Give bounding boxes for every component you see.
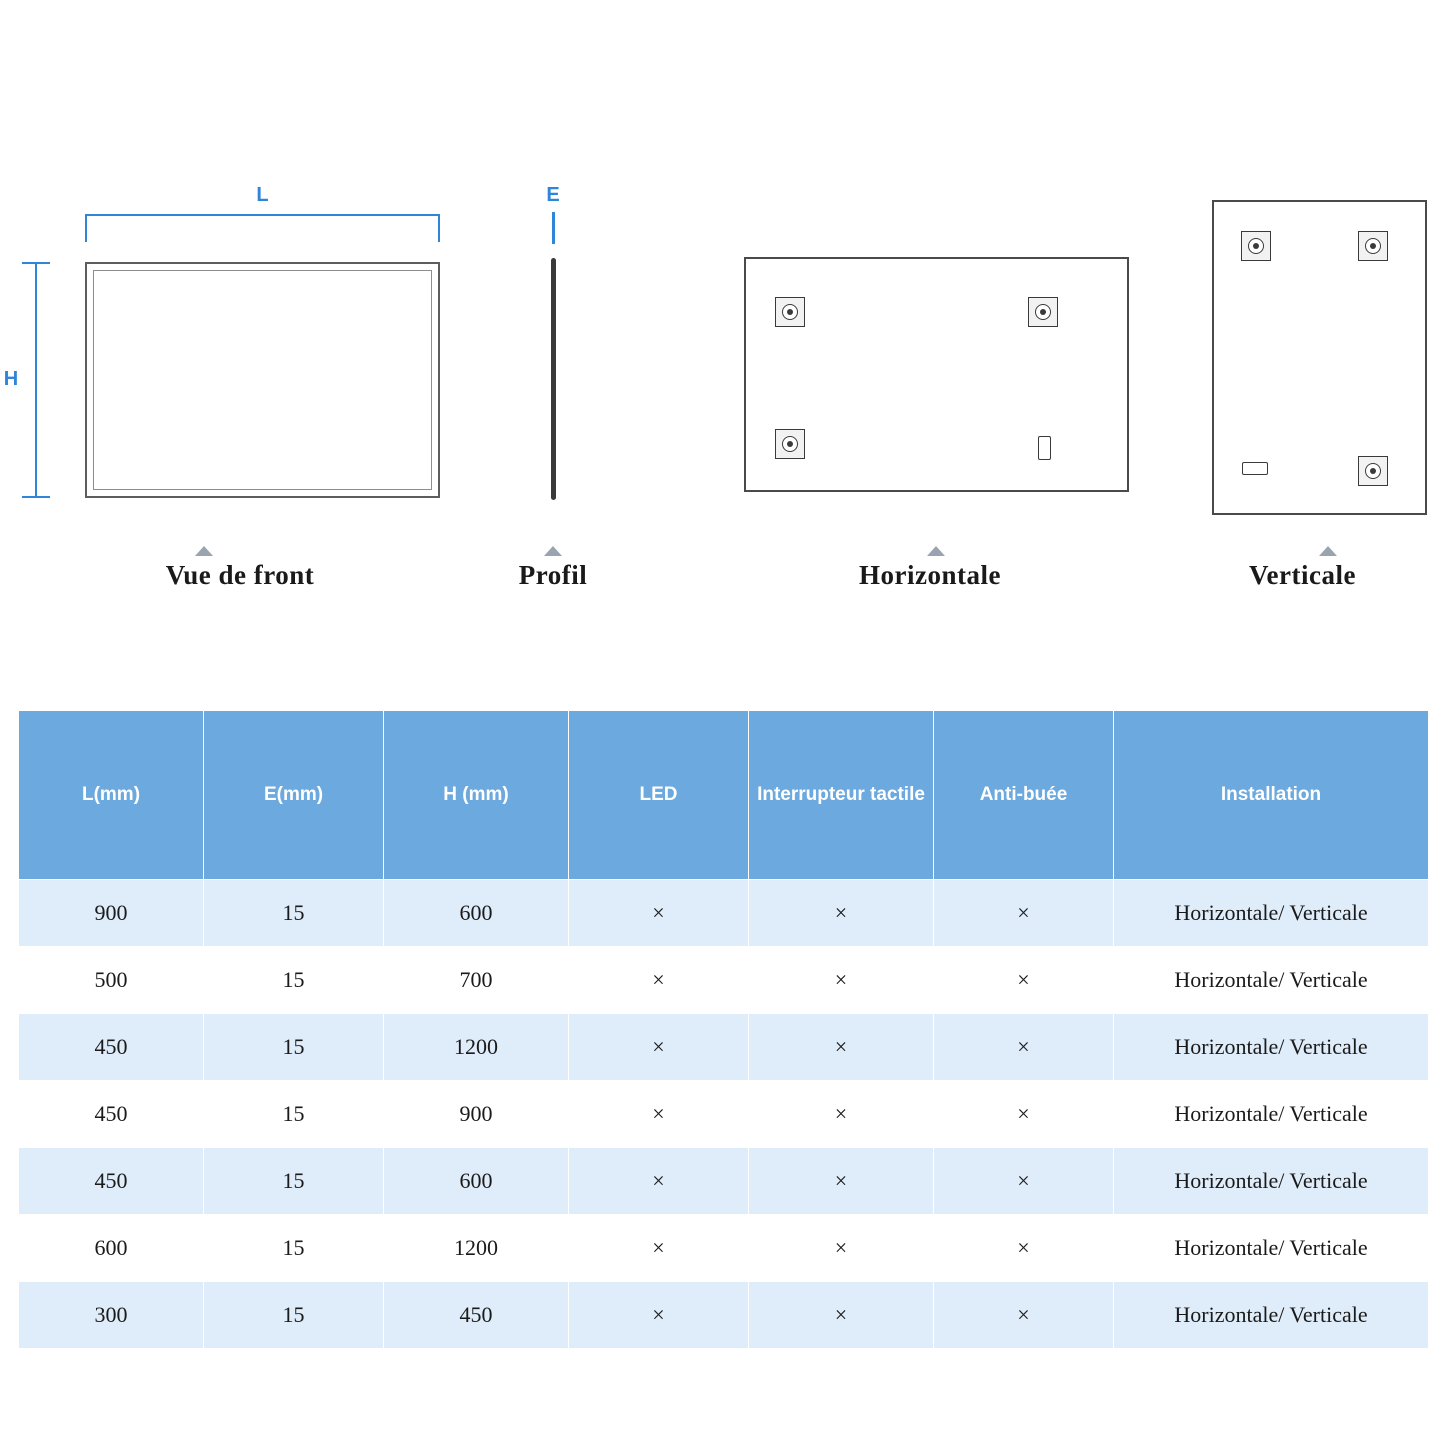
table-header-row	[19, 711, 1429, 880]
horizontal-view-caption-marker	[927, 546, 945, 556]
table-row	[19, 880, 1429, 947]
diagram-panel	[0, 0, 1445, 640]
cell-touch-switch: ×	[749, 1014, 934, 1081]
mounting-clip-bottom-left	[1242, 462, 1268, 475]
mounting-bracket-top-right	[1358, 231, 1388, 261]
length-label: L	[256, 184, 269, 206]
spec-table-wrapper	[18, 710, 1428, 1349]
spec-table	[18, 710, 1429, 1349]
table-row	[19, 1215, 1429, 1282]
cell-height: 1200	[384, 1014, 569, 1081]
cell-led: ×	[569, 880, 749, 947]
column-header-height: H (mm)	[384, 711, 569, 880]
cell-led: ×	[569, 1282, 749, 1349]
cell-installation: Horizontale/ Verticale	[1114, 1014, 1429, 1081]
cell-anti-fog: ×	[934, 1014, 1114, 1081]
cell-touch-switch: ×	[749, 1282, 934, 1349]
cell-height: 600	[384, 880, 569, 947]
cell-thickness: 15	[204, 1215, 384, 1282]
front-view-caption-marker	[195, 546, 213, 556]
column-header-thickness: E(mm)	[204, 711, 384, 880]
thickness-label: E	[546, 184, 560, 206]
cell-touch-switch: ×	[749, 1148, 934, 1215]
front-view	[0, 0, 480, 590]
length-dimension-tick-left	[85, 214, 87, 242]
profile-view	[460, 0, 680, 590]
cell-height: 450	[384, 1282, 569, 1349]
cell-anti-fog: ×	[934, 1215, 1114, 1282]
mirror-front-inner-bevel	[93, 270, 432, 490]
cell-anti-fog: ×	[934, 947, 1114, 1014]
mounting-bracket-bottom-left	[775, 429, 805, 459]
mounting-bracket-top-right	[1028, 297, 1058, 327]
height-dimension-line	[35, 262, 37, 498]
cell-thickness: 15	[204, 947, 384, 1014]
mounting-bracket-top-left	[1241, 231, 1271, 261]
mirror-front-panel	[85, 262, 440, 498]
table-row	[19, 947, 1429, 1014]
cell-touch-switch: ×	[749, 880, 934, 947]
cell-led: ×	[569, 1148, 749, 1215]
vertical-view-caption-marker	[1319, 546, 1337, 556]
cell-led: ×	[569, 1014, 749, 1081]
cell-installation: Horizontale/ Verticale	[1114, 880, 1429, 947]
vertical-mounting-panel	[1212, 200, 1427, 515]
cell-thickness: 15	[204, 1081, 384, 1148]
mounting-clip-bottom-right	[1038, 436, 1051, 460]
cell-thickness: 15	[204, 880, 384, 947]
cell-anti-fog: ×	[934, 1081, 1114, 1148]
cell-thickness: 15	[204, 1282, 384, 1349]
cell-height: 600	[384, 1148, 569, 1215]
column-header-led: LED	[569, 711, 749, 880]
cell-anti-fog: ×	[934, 880, 1114, 947]
table-row	[19, 1148, 1429, 1215]
cell-anti-fog: ×	[934, 1282, 1114, 1349]
cell-height: 1200	[384, 1215, 569, 1282]
cell-led: ×	[569, 1081, 749, 1148]
column-header-anti-fog: Anti-buée	[934, 711, 1114, 880]
cell-led: ×	[569, 1215, 749, 1282]
thickness-dimension-line	[552, 212, 555, 244]
cell-length: 450	[19, 1014, 204, 1081]
cell-touch-switch: ×	[749, 947, 934, 1014]
cell-thickness: 15	[204, 1148, 384, 1215]
cell-installation: Horizontale/ Verticale	[1114, 1215, 1429, 1282]
profile-view-caption-marker	[544, 546, 562, 556]
cell-anti-fog: ×	[934, 1148, 1114, 1215]
column-header-length: L(mm)	[19, 711, 204, 880]
cell-led: ×	[569, 947, 749, 1014]
height-dimension-tick-top	[22, 262, 50, 264]
cell-installation: Horizontale/ Verticale	[1114, 1148, 1429, 1215]
cell-length: 600	[19, 1215, 204, 1282]
cell-thickness: 15	[204, 1014, 384, 1081]
mounting-bracket-top-left	[775, 297, 805, 327]
profile-view-caption: Profil	[518, 560, 588, 590]
cell-height: 900	[384, 1081, 569, 1148]
table-row	[19, 1014, 1429, 1081]
cell-length: 500	[19, 947, 204, 1014]
column-header-installation: Installation	[1114, 711, 1429, 880]
mirror-profile-edge	[551, 258, 556, 500]
mounting-bracket-bottom-right	[1358, 456, 1388, 486]
front-view-caption: Vue de front	[165, 560, 315, 590]
vertical-view-caption: Verticale	[1249, 560, 1356, 590]
cell-height: 700	[384, 947, 569, 1014]
cell-length: 450	[19, 1081, 204, 1148]
cell-length: 450	[19, 1148, 204, 1215]
cell-touch-switch: ×	[749, 1215, 934, 1282]
column-header-touch-switch: Interrupteur tactile	[749, 711, 934, 880]
horizontal-mounting-panel	[744, 257, 1129, 492]
cell-installation: Horizontale/ Verticale	[1114, 1081, 1429, 1148]
height-label: H	[3, 368, 19, 390]
cell-length: 300	[19, 1282, 204, 1349]
horizontal-view-caption: Horizontale	[859, 560, 1001, 590]
cell-installation: Horizontale/ Verticale	[1114, 947, 1429, 1014]
horizontal-view	[690, 0, 1170, 590]
table-row	[19, 1081, 1429, 1148]
vertical-view	[1160, 0, 1445, 590]
height-dimension-tick-bottom	[22, 496, 50, 498]
table-row	[19, 1282, 1429, 1349]
length-dimension-tick-right	[438, 214, 440, 242]
cell-touch-switch: ×	[749, 1081, 934, 1148]
cell-installation: Horizontale/ Verticale	[1114, 1282, 1429, 1349]
cell-length: 900	[19, 880, 204, 947]
length-dimension-line	[85, 214, 440, 216]
